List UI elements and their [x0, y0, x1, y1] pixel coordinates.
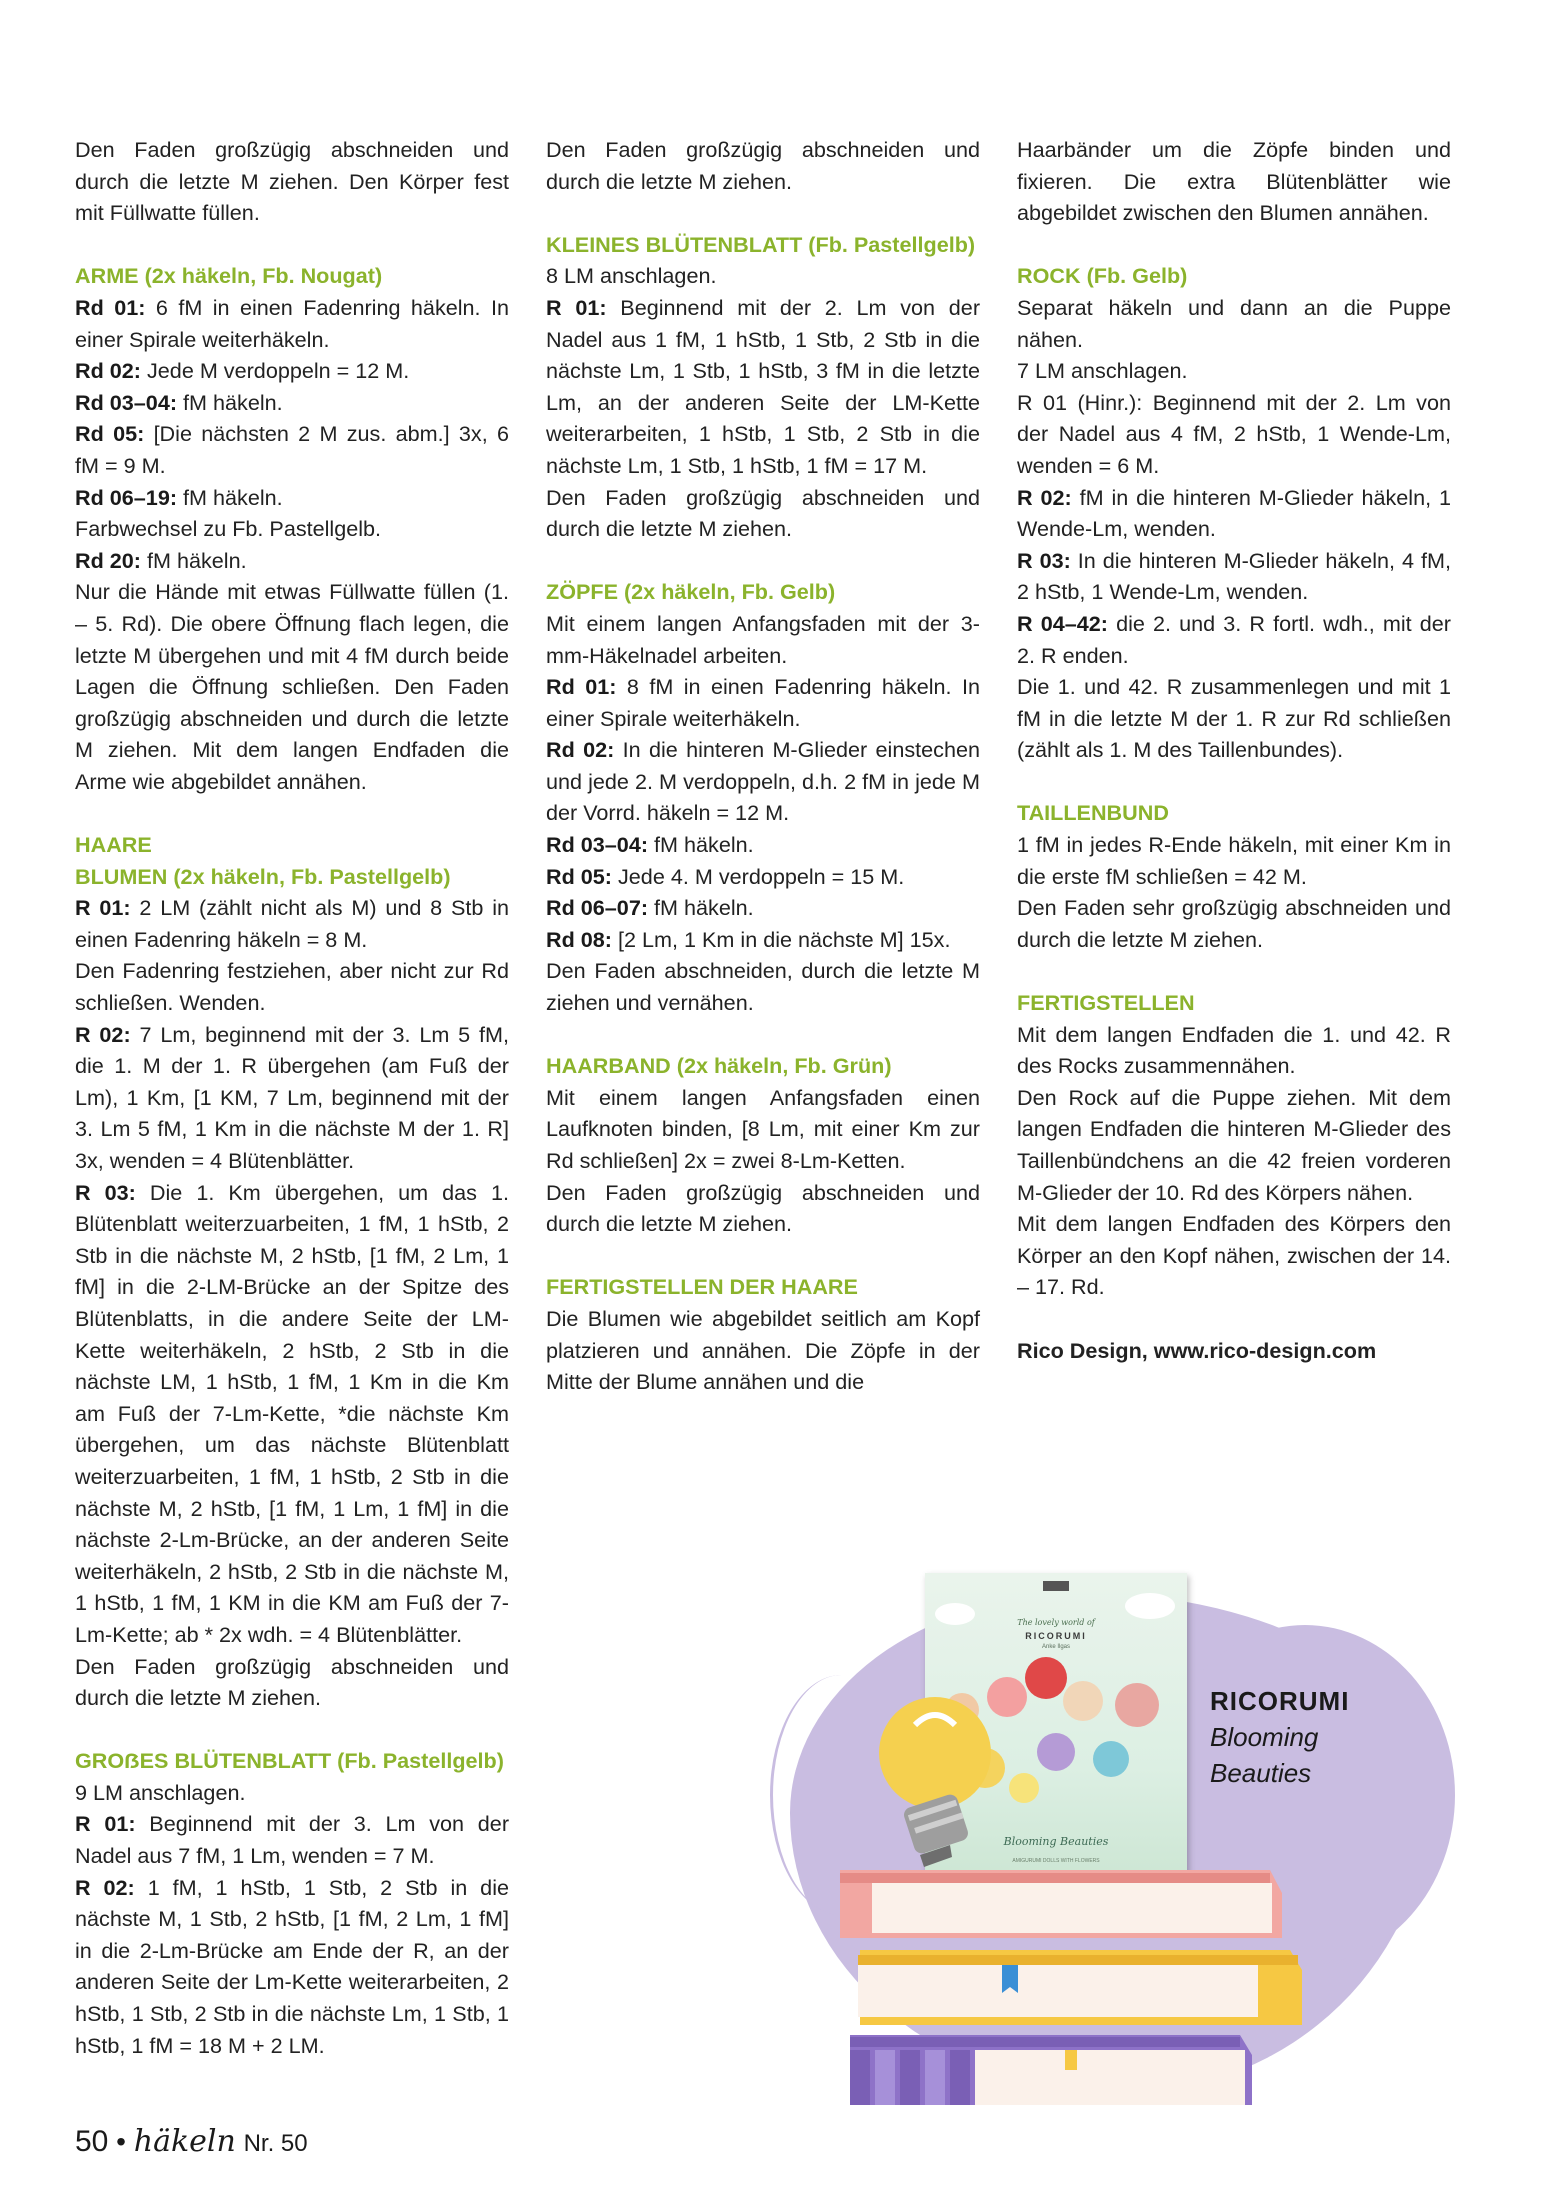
paragraph-text: fM häkeln.: [183, 484, 283, 510]
instruction-row: [1017, 545, 1451, 608]
promo-title-line1: Blooming: [1210, 1722, 1319, 1752]
paragraph-gap: [546, 1019, 980, 1051]
paragraph-text: Den Faden großzügig abschneiden und durch die letzte M ziehen.: [546, 1179, 980, 1237]
section-heading: FERTIGSTELLEN DER HAARE: [546, 1274, 858, 1300]
paragraph: [546, 1082, 980, 1177]
promo-caption: [1210, 1683, 1349, 1791]
instruction-row: [75, 355, 509, 387]
paragraph-text: In die hinteren M-Glieder häkeln, 4 fM, 2 hStb, 1 Wende-Lm, wenden.: [1017, 547, 1451, 605]
cover-subtitle: The lovely world of: [1017, 1618, 1095, 1627]
instruction-row: [546, 734, 980, 829]
section-heading: ZÖPFE (2x häkeln, Fb. Gelb): [546, 579, 836, 605]
paragraph-text: Den Faden großzügig abschneiden und durch die letzte M ziehen.: [546, 137, 980, 194]
paragraph-text: fM häkeln.: [654, 895, 754, 921]
row-label: R 01:: [75, 895, 131, 921]
paragraph-text: 2 LM (zählt nicht als M) und 8 Stb in einen Fadenring häkeln = 8 M.: [75, 895, 509, 952]
cover-byline: Anke Ilgas: [1041, 1644, 1071, 1650]
paragraph: [1017, 387, 1451, 482]
paragraph: [1017, 355, 1451, 387]
paragraph-text: [Die nächsten 2 M zus. abm.] 3x, 6 fM = 9 M.: [75, 421, 509, 478]
paragraph-text: 6 fM in einen Fadenring häkeln. In einer Spirale weiterhäkeln.: [75, 294, 509, 352]
row-label: Rd 06–07:: [546, 895, 649, 921]
paragraph-gap: [546, 197, 980, 229]
row-label: R 01:: [75, 1811, 136, 1837]
paragraph-text: 7 Lm, beginnend mit der 3. Lm 5 fM, die 1. M der 1. R übergehen (am Fuß der Lm), 1 Km, [1 KM, 7 Lm, beginnend mit der 3. Lm 5 fM, 1 Km in die nächste M der 1. R] 3x, wenden = 4 Blütenblätter.: [75, 1021, 510, 1173]
paragraph: [1017, 671, 1451, 766]
instruction-row: [1017, 608, 1451, 671]
text-column-2: [546, 134, 980, 1398]
paragraph-gap: [1017, 229, 1451, 261]
paragraph-gap: [546, 1240, 980, 1272]
paragraph: [1017, 1019, 1451, 1082]
paragraph-text: Jede M verdoppeln = 12 M.: [147, 358, 410, 384]
issue-number: Nr. 50: [243, 2130, 308, 2157]
book-promo: [770, 1555, 1460, 2125]
row-label: R 02:: [75, 1021, 131, 1047]
paragraph-text: Den Faden großzügig abschneiden und durch die letzte M ziehen.: [546, 484, 980, 542]
paragraph-text: Mit einem langen Anfangsfaden einen Laufknoten binden, [8 Lm, mit einer Km zur Rd schließen] 2x = zwei 8-Lm-Ketten.: [546, 1084, 980, 1173]
section-heading: ARME (2x häkeln, Fb. Nougat): [75, 263, 383, 289]
paragraph: [75, 1651, 509, 1714]
magazine-name: häkeln: [133, 2124, 236, 2159]
instruction-row: [75, 1872, 509, 2062]
paragraph-text: fM häkeln.: [147, 547, 247, 573]
paragraph: [546, 955, 980, 1018]
paragraph-gap: [75, 797, 509, 829]
paragraph: [546, 482, 980, 545]
paragraph-text: R 01 (Hinr.): Beginnend mit der 2. Lm von der Nadel aus 4 fM, 2 hStb, 1 Wende-Lm, wenden = 6 M.: [1017, 389, 1451, 478]
section-heading: HAARBAND (2x häkeln, Fb. Grün): [546, 1053, 892, 1079]
paragraph-text: 1 fM in jedes R-Ende häkeln, mit einer Km in die erste fM schließen = 42 M.: [1017, 832, 1451, 889]
paragraph: [1017, 134, 1451, 229]
section-heading: TAILLENBUND: [1017, 800, 1169, 826]
row-label: Rd 01:: [75, 294, 146, 320]
instruction-row: [1017, 482, 1451, 545]
section-heading: GROẞES BLÜTENBLATT (Fb. Pastellgelb): [75, 1748, 504, 1774]
paragraph-text: Den Faden abschneiden, durch die letzte M ziehen und vernähen.: [546, 958, 980, 1016]
paragraph-text: Die Blumen wie abgebildet seitlich am Kopf platzieren und annähen. Die Zöpfe in der Mitte der Blume annähen und die: [546, 1305, 980, 1395]
text-column-1: [75, 134, 509, 2061]
cover-tagline: AMIGURUMI DOLLS WITH FLOWERS: [1012, 1858, 1100, 1864]
paragraph-gap: [1017, 766, 1451, 798]
paragraph-text: 7 LM anschlagen.: [1017, 358, 1188, 384]
paragraph: [546, 608, 980, 671]
paragraph-gap: [546, 545, 980, 577]
paragraph-gap: [75, 1714, 509, 1746]
paragraph-text: Den Faden sehr großzügig abschneiden und durch die letzte M ziehen.: [1017, 895, 1451, 952]
row-label: Rd 03–04:: [546, 832, 649, 858]
paragraph: [546, 134, 980, 197]
instruction-row: [75, 418, 509, 481]
row-label: R 04–42:: [1017, 610, 1108, 636]
promo-brand: RICORUMI: [1210, 1686, 1350, 1716]
paragraph-text: fM häkeln.: [183, 389, 283, 415]
page-number: 50: [75, 2125, 109, 2158]
cover-title: Blooming Beauties: [1003, 1835, 1109, 1848]
instruction-row: [75, 545, 509, 577]
paragraph-text: [2 Lm, 1 Km in die nächste M] 15x.: [618, 926, 951, 952]
instruction-row: [546, 924, 980, 956]
row-label: Rd 06–19:: [75, 484, 178, 510]
row-label: Rd 20:: [75, 547, 141, 573]
row-label: Rd 05:: [75, 421, 145, 447]
row-label: Rd 03–04:: [75, 389, 178, 415]
instruction-row: [546, 292, 980, 482]
paragraph-text: Beginnend mit der 3. Lm von der Nadel aus 7 fM, 1 Lm, wenden = 7 M.: [75, 1811, 510, 1869]
paragraph-gap: [1017, 955, 1451, 987]
paragraph-text: Beginnend mit der 2. Lm von der Nadel aus 1 fM, 1 hStb, 1 Stb, 2 Stb in die nächste Lm, 1 Stb, 1 hStb, 3 fM in die letzte Lm, an der anderen Seite der LM-Kette weiterarbeiten, 1 hStb, 1 Stb, 2 Stb in die nächste Lm, 1 Stb, 1 hStb, 1 fM = 17 M.: [546, 294, 981, 478]
paragraph-text: Jede 4. M verdoppeln = 15 M.: [618, 863, 905, 889]
paragraph-text: Den Rock auf die Puppe ziehen. Mit dem langen Endfaden die hinteren M-Glieder des Taillenbündchens an die 42 freien vorderen M-Glieder der 10. Rd des Körpers nähen.: [1017, 1084, 1451, 1205]
paragraph-text: die 2. und 3. R fortl. wdh., mit der 2. R enden.: [1017, 610, 1451, 668]
paragraph-text: Mit einem langen Anfangsfaden mit der 3-mm-Häkelnadel arbeiten.: [546, 610, 980, 668]
paragraph-text: Den Faden großzügig abschneiden und durch die letzte M ziehen.: [75, 1653, 509, 1711]
paragraph: [75, 955, 509, 1018]
paragraph-text: Die 1. Km übergehen, um das 1. Blütenblatt weiterzuarbeiten, 1 fM, 1 hStb, 2 Stb in die nächste M, 2 hStb, [1 fM, 2 Lm, 1 fM] in die 2-LM-Brücke an der Spitze des Blütenblatts, in die andere Seite der LM-Kette weiterhäkeln, 2 hStb, 2 Stb in die nächste LM, 1 hStb, 1 fM, 1 Km in die Km am Fuß der 7-Lm-Kette, *die nächste Km übergehen, um das nächste Blütenblatt weiterzuarbeiten, 1 fM, 1 hStb, 2 Stb in die nächste M, 2 hStb, [1 fM, 1 Lm, 1 fM] in die nächste 2-Lm-Brücke, an der anderen Seite weiterhäkeln, 2 hStb, 2 Stb in die nächste M, 1 hStb, 1 fM, 1 KM in die KM am Fuß der 7-Lm-Kette; ab * 2x wdh. = 4 Blütenblätter.: [75, 1179, 509, 1647]
paragraph-text: Farbwechsel zu Fb. Pastellgelb.: [75, 516, 382, 542]
instruction-row: [546, 892, 980, 924]
cover-brand: RICORUMI: [1025, 1631, 1087, 1641]
section-heading: HAARE: [75, 832, 152, 858]
instruction-row: [546, 861, 980, 893]
paragraph-text: Mit dem langen Endfaden die 1. und 42. R des Rocks zusammennähen.: [1017, 1021, 1451, 1079]
paragraph: [1017, 1208, 1451, 1303]
paragraph: [546, 1177, 980, 1240]
instruction-row: [75, 292, 509, 355]
paragraph-text: 8 LM anschlagen.: [546, 263, 717, 289]
footer-bullet: •: [116, 2126, 126, 2157]
row-label: Rd 01:: [546, 674, 617, 700]
paragraph-text: Nur die Hände mit etwas Füllwatte füllen (1. – 5. Rd). Die obere Öffnung flach legen, die letzte M übergehen und mit 4 fM durch beide Lagen die Öffnung schließen. Den Faden großzügig abschneiden und durch die letzte M ziehen. Mit dem langen Endfaden die Arme wie abgebildet annähen.: [75, 579, 509, 794]
instruction-row: [546, 829, 980, 861]
text-column-3: [1017, 134, 1451, 1366]
lightbulb-icon: [879, 1697, 991, 1867]
paragraph: [75, 576, 509, 797]
section-heading: ROCK (Fb. Gelb): [1017, 263, 1188, 289]
instruction-row: [546, 671, 980, 734]
paragraph-text: In die hinteren M-Glieder einstechen und jede 2. M verdoppeln, d.h. 2 fM in jede M der Vorrd. häkeln = 12 M.: [546, 737, 980, 826]
row-label: R 01:: [546, 294, 607, 320]
paragraph-gap: [75, 229, 509, 261]
instruction-row: [75, 482, 509, 514]
instruction-row: [75, 1019, 509, 1177]
section-heading: KLEINES BLÜTENBLATT (Fb. Pastellgelb): [546, 231, 976, 257]
paragraph: [75, 134, 509, 229]
paragraph: [75, 513, 509, 545]
book-stack-icon: [840, 1870, 1302, 2105]
paragraph: [1017, 829, 1451, 892]
instruction-row: [75, 1808, 509, 1871]
paragraph-text: Separat häkeln und dann an die Puppe nähen.: [1017, 294, 1451, 352]
paragraph-text: 1 fM, 1 hStb, 1 Stb, 2 Stb in die nächste M, 1 Stb, 2 hStb, [1 fM, 2 Lm, 1 fM] in die 2-Lm-Brücke am Ende der R, an der anderen Seite der Lm-Kette weiterarbeiten, 2 hStb, 1 Stb, 2 Stb in die nächste Lm, 1 Stb, 1 hStb, 1 fM = 18 M + 2 LM.: [75, 1874, 509, 2058]
instruction-row: [75, 1177, 509, 1651]
paragraph-text: fM häkeln.: [654, 832, 754, 858]
row-label: R 02:: [75, 1874, 135, 1900]
paragraph-text: 9 LM anschlagen.: [75, 1779, 246, 1805]
row-label: R 03:: [1017, 547, 1071, 573]
section-heading: FERTIGSTELLEN: [1017, 990, 1195, 1016]
paragraph-text: Den Fadenring festziehen, aber nicht zur Rd schließen. Wenden.: [75, 958, 509, 1016]
instruction-row: [75, 892, 509, 955]
paragraph-text: fM in die hinteren M-Glieder häkeln, 1 Wende-Lm, wenden.: [1017, 484, 1451, 542]
paragraph-text: Den Faden großzügig abschneiden und durch die letzte M ziehen. Den Körper fest mit Füllwatte füllen.: [75, 137, 509, 226]
paragraph: [1017, 292, 1451, 355]
row-label: Rd 08:: [546, 926, 612, 952]
row-label: R 02:: [1017, 484, 1072, 510]
instruction-row: [75, 387, 509, 419]
paragraph: [1017, 892, 1451, 955]
row-label: R 03:: [75, 1179, 136, 1205]
section-heading: BLUMEN (2x häkeln, Fb. Pastellgelb): [75, 863, 451, 889]
row-label: Rd 05:: [546, 863, 612, 889]
paragraph: [1017, 1082, 1451, 1208]
paragraph: [546, 1303, 980, 1398]
page-footer: [75, 2122, 308, 2164]
promo-title-line2: Beauties: [1210, 1758, 1312, 1788]
paragraph-text: 8 fM in einen Fadenring häkeln. In einer Spirale weiterhäkeln.: [546, 674, 980, 731]
paragraph-gap: [1017, 1303, 1451, 1335]
row-label: Rd 02:: [75, 358, 141, 384]
paragraph-text: Mit dem langen Endfaden des Körpers den Körper an den Kopf nähen, zwischen der 14. – 17. Rd.: [1017, 1211, 1451, 1300]
row-label: Rd 02:: [546, 737, 615, 763]
credit-line: Rico Design, www.rico-design.com: [1017, 1337, 1377, 1363]
books-and-bulb-illustration: [770, 1555, 1460, 2125]
paragraph-text: Haarbänder um die Zöpfe binden und fixieren. Die extra Blütenblätter wie abgebildet zwischen den Blumen annähen.: [1017, 137, 1451, 226]
paragraph: [75, 1777, 509, 1809]
paragraph: [546, 260, 980, 292]
paragraph-text: Die 1. und 42. R zusammenlegen und mit 1 fM in die letzte M der 1. R zur Rd schließen (zählt als 1. M des Taillenbundes).: [1017, 674, 1451, 763]
